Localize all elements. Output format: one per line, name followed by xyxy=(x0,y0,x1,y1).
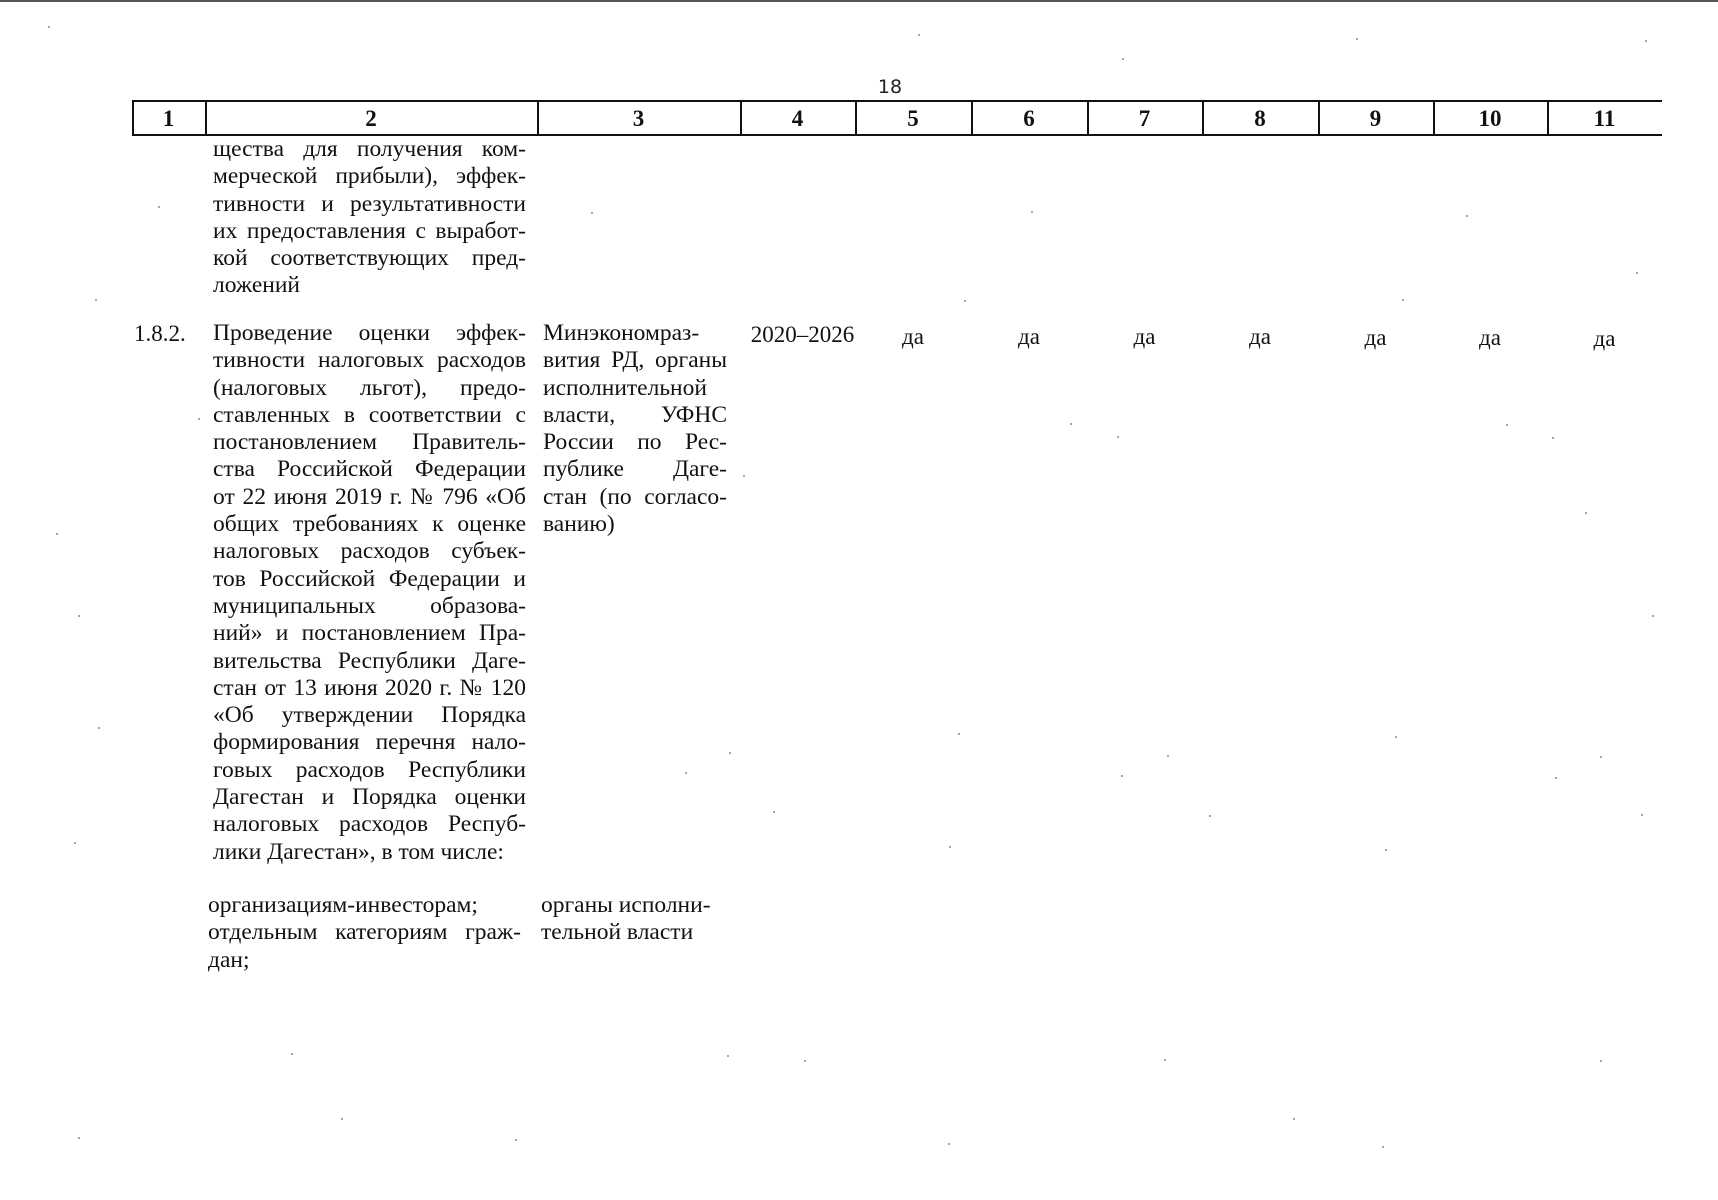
header-col-5: 5 xyxy=(907,106,919,131)
text-line: ний» и постановлением Пра- xyxy=(213,620,526,647)
text-line: вительства Республики Даге- xyxy=(213,647,526,674)
mark-col-7: да xyxy=(1133,324,1156,349)
mark-col-5: да xyxy=(902,324,924,349)
mark-col-11: да xyxy=(1593,326,1616,351)
text-line: формирования перечня нало- xyxy=(213,729,526,756)
mark-col-6: да xyxy=(1018,324,1040,349)
text-line: ложений xyxy=(213,272,300,299)
header-col-8: 8 xyxy=(1254,106,1266,131)
text-line: налоговых расходов Респуб- xyxy=(213,811,526,838)
text-line: налоговых расходов субъек- xyxy=(213,538,526,565)
text-line: «Об утверждении Порядка xyxy=(213,702,526,729)
page-number: 18 xyxy=(877,76,903,98)
scan-top-edge xyxy=(0,0,1718,2)
text-line: публике Даге- xyxy=(543,456,727,483)
text-line: их предоставления с выработ- xyxy=(213,217,526,244)
text-line: тивности налоговых расходов xyxy=(213,347,526,374)
text-line: Проведение оценки эффек- xyxy=(213,320,526,346)
header-col-10: 10 xyxy=(1478,106,1502,131)
row-period: 2020–2026 xyxy=(750,322,855,347)
text-line: стан от 13 июня 2020 г. № 120 xyxy=(213,674,526,701)
text-line: ставленных в соответствии с xyxy=(213,401,526,428)
text-line: (налоговых льгот), предо- xyxy=(213,374,526,401)
continuation-description xyxy=(213,136,526,300)
text-line: говых расходов Республики xyxy=(213,756,526,783)
header-col-4: 4 xyxy=(791,106,804,131)
text-line: мерческой прибыли), эффек- xyxy=(213,163,526,190)
row-executor xyxy=(543,320,727,538)
text-line: кой соответствующих пред- xyxy=(213,245,526,272)
text-line: органы исполни- xyxy=(541,892,711,918)
header-col-11: 11 xyxy=(1593,106,1616,131)
header-col-9: 9 xyxy=(1369,106,1382,131)
text-line: Дагестан и Порядка оценки xyxy=(213,784,526,811)
text-line: общих требованиях к оценке xyxy=(213,511,526,538)
text-line: стан (по согласо- xyxy=(543,483,727,510)
text-line: ванию) xyxy=(543,511,615,538)
header-col-2: 2 xyxy=(365,106,377,131)
text-line: власти, УФНС xyxy=(543,401,727,428)
text-line: ства Российской Федерации xyxy=(213,456,526,483)
header-col-6: 6 xyxy=(1023,106,1035,131)
text-line: тивности и результативности xyxy=(213,190,526,217)
text-line: постановлением Правитель- xyxy=(213,429,526,456)
subrow-description xyxy=(208,892,521,974)
text-line: дан; xyxy=(208,946,250,973)
header-col-7: 7 xyxy=(1138,106,1151,131)
text-line: вития РД, органы xyxy=(543,347,727,374)
text-line: организациям-инвесторам; xyxy=(208,892,478,918)
text-line: муниципальных образова- xyxy=(213,592,526,619)
row-description xyxy=(213,320,526,866)
subrow-executor xyxy=(541,892,725,947)
mark-col-8: да xyxy=(1249,324,1271,349)
text-line: тельной власти xyxy=(541,919,694,946)
text-line: России по Рес- xyxy=(543,429,727,456)
text-line: отдельным категориям граж- xyxy=(208,919,521,946)
text-line: тов Российской Федерации и xyxy=(213,565,526,592)
text-line: исполнительной xyxy=(543,374,707,401)
header-col-3: 3 xyxy=(632,106,645,131)
text-line: лики Дагестан», в том числе: xyxy=(213,838,504,865)
mark-col-10: да xyxy=(1479,325,1501,350)
text-line: Минэкономраз- xyxy=(543,320,700,346)
text-line: от 22 июня 2019 г. № 796 «Об xyxy=(213,483,526,510)
mark-col-9: да xyxy=(1364,325,1387,350)
text-line: щества для получения ком- xyxy=(213,136,526,162)
header-col-1: 1 xyxy=(162,106,175,131)
row-number: 1.8.2. xyxy=(134,321,186,346)
